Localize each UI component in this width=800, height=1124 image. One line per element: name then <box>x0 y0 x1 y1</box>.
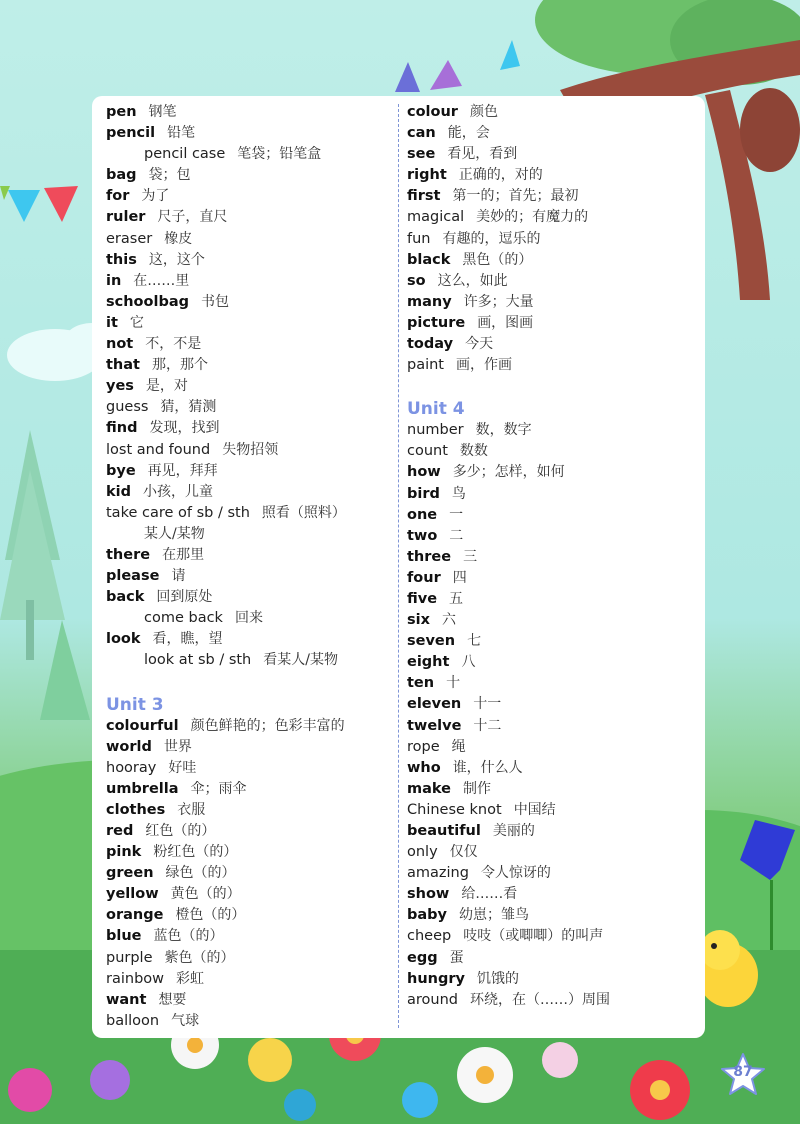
vocab-entry <box>407 144 697 165</box>
chinese-meaning: 四 <box>452 569 467 586</box>
chinese-meaning: 世界 <box>163 738 192 755</box>
chinese-meaning: 二 <box>449 527 464 544</box>
english-word: balloon <box>106 1012 160 1029</box>
vocab-entry <box>407 186 697 207</box>
vocab-entry <box>407 779 697 800</box>
vocab-entry <box>407 948 697 969</box>
vocab-entry <box>106 229 396 250</box>
english-word: baby <box>407 907 447 924</box>
chinese-meaning: 许多；大量 <box>463 293 534 310</box>
english-word: colour <box>407 104 458 120</box>
chinese-meaning: 美丽的 <box>492 823 535 839</box>
vocab-entry <box>407 652 697 673</box>
english-word: can <box>407 125 436 142</box>
english-word: bye <box>106 462 136 479</box>
vocab-entry <box>407 207 697 228</box>
vocab-entry <box>407 292 697 313</box>
english-word: this <box>106 251 137 268</box>
english-word: cheep <box>407 928 452 945</box>
english-word: lost and found <box>106 441 211 458</box>
english-word: look <box>106 631 141 648</box>
vocab-entry <box>106 884 396 905</box>
chinese-meaning: 这，这个 <box>148 251 205 268</box>
vocab-entry <box>106 1011 396 1032</box>
vocab-entry <box>407 969 697 990</box>
english-word: look at sb / sth <box>144 652 252 669</box>
vocab-entry <box>407 631 697 652</box>
vocab-entry <box>407 526 697 547</box>
vocab-entry <box>106 397 396 418</box>
vocab-entry <box>106 587 396 608</box>
vocab-entry <box>407 716 697 737</box>
chinese-meaning: 绳 <box>451 738 466 755</box>
chinese-meaning: 想要 <box>158 991 187 1008</box>
english-word: fun <box>407 230 431 247</box>
english-word: how <box>407 464 441 481</box>
chinese-meaning: 红色（的） <box>145 823 216 839</box>
vocab-entry <box>407 229 697 250</box>
chinese-meaning: 美妙的；有魔力的 <box>476 209 589 226</box>
chinese-meaning: 环绕，在（……）周围 <box>469 991 610 1008</box>
vocab-entry <box>106 990 396 1011</box>
vocab-entry <box>407 505 697 526</box>
english-word: please <box>106 568 160 585</box>
english-word: take care of sb / sth <box>106 504 250 521</box>
english-word: orange <box>106 907 164 924</box>
english-word: pink <box>106 844 142 861</box>
english-word: hooray <box>106 759 157 776</box>
chinese-meaning: 仅仅 <box>449 844 478 861</box>
vocab-entry <box>407 884 697 905</box>
chinese-meaning: 绿色（的） <box>165 865 236 882</box>
vocab-entry <box>106 821 396 842</box>
vocab-entry <box>407 694 697 715</box>
vocab-entry <box>407 800 697 821</box>
english-word: amazing <box>407 865 469 882</box>
english-word: back <box>106 589 145 606</box>
vocab-entry <box>106 503 396 524</box>
english-word: first <box>407 188 441 205</box>
english-word: it <box>106 314 118 331</box>
vocab-entry <box>106 461 396 482</box>
chinese-meaning: 幼崽；雏鸟 <box>459 907 529 924</box>
chinese-meaning: 饥饿的 <box>476 970 519 987</box>
english-word: clothes <box>106 801 166 818</box>
vocab-entry <box>106 737 396 758</box>
vocab-entry <box>106 716 396 737</box>
english-word: that <box>106 357 140 374</box>
chinese-meaning: 颜色 <box>469 104 498 120</box>
chinese-meaning: 五 <box>449 590 464 607</box>
english-word: pencil case <box>144 146 226 163</box>
chinese-meaning: 彩虹 <box>176 970 204 987</box>
vocab-entry <box>106 207 396 228</box>
english-word: schoolbag <box>106 293 189 310</box>
chinese-meaning: 这么，如此 <box>437 272 508 289</box>
english-word: beautiful <box>407 823 481 839</box>
chinese-meaning: 数数 <box>459 443 488 460</box>
vocab-entry <box>407 313 697 334</box>
vocab-entry <box>407 589 697 610</box>
vocab-entry <box>106 566 396 587</box>
vocab-entry <box>407 484 697 505</box>
vocab-entry <box>407 462 697 483</box>
vocab-entry <box>106 650 396 671</box>
chinese-meaning: 黄色（的） <box>170 886 241 903</box>
chinese-meaning: 黑色（的） <box>462 251 533 268</box>
english-word: three <box>407 548 452 565</box>
vocab-entry <box>106 842 396 863</box>
vocab-entry <box>407 547 697 568</box>
chinese-meaning: 三 <box>463 548 478 565</box>
chinese-meaning: 第一的；首先；最初 <box>452 188 579 205</box>
chinese-meaning: 铅笔 <box>167 125 196 142</box>
vocab-entry <box>106 292 396 313</box>
vocab-entry <box>407 821 697 842</box>
vocab-entry <box>106 863 396 884</box>
chinese-meaning: 钢笔 <box>148 104 177 120</box>
english-word: paint <box>407 357 444 374</box>
english-word: in <box>106 272 122 289</box>
chinese-meaning: 十 <box>446 675 461 692</box>
english-word: see <box>407 146 436 163</box>
english-word: find <box>106 420 138 437</box>
vocab-entry <box>106 608 396 629</box>
vocab-entry <box>106 250 396 271</box>
vocab-entry <box>407 905 697 926</box>
english-word: ten <box>407 675 435 692</box>
english-word: eraser <box>106 230 153 247</box>
vocab-entry <box>407 165 697 186</box>
chinese-meaning: 正确的，对的 <box>458 167 543 184</box>
chinese-meaning: 一 <box>449 506 464 523</box>
vocab-entry <box>407 737 697 758</box>
vocab-entry <box>106 545 396 566</box>
vocab-entry <box>106 334 396 355</box>
vocab-entry <box>106 440 396 461</box>
english-word: red <box>106 823 134 839</box>
english-word: for <box>106 188 130 205</box>
english-word: yes <box>106 378 134 395</box>
chinese-meaning: 它 <box>129 314 144 331</box>
english-word: yellow <box>106 886 159 903</box>
english-word: six <box>407 612 430 629</box>
chinese-meaning: 数，数字 <box>475 422 532 439</box>
english-word: come back <box>144 610 223 627</box>
chinese-meaning: 书包 <box>201 293 229 310</box>
vocab-entry <box>106 629 396 650</box>
chinese-meaning: 尺子，直尺 <box>157 209 228 226</box>
vocab-entry <box>407 250 697 271</box>
vocab-entry <box>106 758 396 779</box>
chinese-meaning: 中国结 <box>513 801 556 818</box>
vocab-entry <box>106 102 396 123</box>
chinese-meaning: 十一 <box>473 696 502 713</box>
english-word: two <box>407 527 438 544</box>
english-word: only <box>407 844 438 861</box>
unit-heading: Unit 3 <box>106 694 164 715</box>
vocab-entry <box>106 144 396 165</box>
chinese-meaning: 回到原处 <box>156 589 213 606</box>
chinese-meaning: 谁，什么人 <box>452 759 523 776</box>
chinese-meaning: 制作 <box>462 780 491 797</box>
vocab-entry <box>407 926 697 947</box>
chinese-meaning: 多少；怎样，如何 <box>452 464 565 481</box>
english-word: colourful <box>106 717 179 734</box>
vocab-entry <box>407 441 697 462</box>
chinese-meaning: 气球 <box>171 1012 200 1029</box>
english-word: seven <box>407 633 456 650</box>
english-word: bag <box>106 167 137 184</box>
vocab-entry <box>106 524 396 545</box>
bunting-flag-shape <box>8 190 40 222</box>
english-word: right <box>407 167 447 184</box>
column-divider <box>398 104 399 1028</box>
english-word: black <box>407 251 451 268</box>
page-number-badge <box>720 1052 766 1096</box>
chinese-meaning: 鸟 <box>451 485 466 502</box>
chinese-meaning: 为了 <box>141 188 170 205</box>
vocab-entry <box>407 842 697 863</box>
chinese-meaning: 今天 <box>465 336 494 353</box>
vocab-entry <box>407 990 697 1011</box>
chinese-meaning: 看，瞧，望 <box>152 631 223 648</box>
chinese-meaning: 六 <box>441 612 456 629</box>
vocab-entry <box>106 800 396 821</box>
vocab-entry <box>106 779 396 800</box>
chinese-meaning: 能，会 <box>447 125 490 142</box>
vocab-entry <box>106 905 396 926</box>
vocab-entry <box>106 186 396 207</box>
english-word: kid <box>106 483 131 500</box>
chinese-meaning: 不，不是 <box>145 336 202 353</box>
english-word: picture <box>407 314 466 331</box>
english-word: magical <box>407 209 465 226</box>
vocab-entry <box>106 271 396 292</box>
chinese-meaning: 衣服 <box>177 801 206 818</box>
english-word: many <box>407 293 452 310</box>
chinese-meaning: 某人/某物 <box>144 525 205 542</box>
chinese-meaning: 笔袋；铅笔盒 <box>237 146 322 163</box>
vocab-entry <box>407 758 697 779</box>
vocab-entry <box>407 420 697 441</box>
english-word: ruler <box>106 209 146 226</box>
vocab-entry <box>407 355 697 376</box>
left-column <box>106 102 396 1032</box>
english-word: want <box>106 991 147 1008</box>
english-word: make <box>407 780 451 797</box>
english-word: around <box>407 991 458 1008</box>
chinese-meaning: 蛋 <box>449 949 464 966</box>
chinese-meaning: 粉红色（的） <box>153 844 238 861</box>
english-word: blue <box>106 928 142 945</box>
chinese-meaning: 橙色（的） <box>175 907 246 924</box>
vocab-entry <box>407 102 697 123</box>
english-word: bird <box>407 485 440 502</box>
vocab-entry <box>106 482 396 503</box>
vocab-entry <box>407 123 697 144</box>
english-word: there <box>106 546 151 563</box>
english-word: eleven <box>407 696 462 713</box>
chinese-meaning: 在那里 <box>162 546 205 563</box>
unit-spacer <box>407 376 697 398</box>
chinese-meaning: 八 <box>461 654 476 671</box>
english-word: twelve <box>407 717 462 734</box>
vocab-entry <box>407 610 697 631</box>
english-word: guess <box>106 399 149 416</box>
vocab-entry <box>407 568 697 589</box>
vocab-entry <box>407 334 697 355</box>
english-word: show <box>407 886 450 903</box>
vocab-entry <box>106 969 396 990</box>
chinese-meaning: 再见，拜拜 <box>147 462 218 479</box>
chinese-meaning: 画，作画 <box>456 357 512 374</box>
vocab-entry <box>106 926 396 947</box>
vocab-entry <box>106 418 396 439</box>
vocab-entry <box>106 355 396 376</box>
chinese-meaning: 袋；包 <box>148 167 191 184</box>
chinese-meaning: 紫色（的） <box>164 949 235 966</box>
english-word: pencil <box>106 125 156 142</box>
unit-spacer <box>106 672 396 694</box>
english-word: so <box>407 272 426 289</box>
chinese-meaning: 失物招领 <box>222 441 279 458</box>
vocab-entry <box>407 863 697 884</box>
english-word: not <box>106 336 134 353</box>
english-word: count <box>407 443 448 460</box>
chinese-meaning: 是，对 <box>145 378 188 395</box>
english-word: five <box>407 590 438 607</box>
vocab-entry <box>106 313 396 334</box>
chinese-meaning: 蓝色（的） <box>153 928 224 945</box>
vocab-entry <box>106 948 396 969</box>
english-word: purple <box>106 949 153 966</box>
chinese-meaning: 发现，找到 <box>149 420 220 437</box>
english-word: today <box>407 336 454 353</box>
chinese-meaning: 颜色鲜艳的；色彩丰富的 <box>190 717 345 734</box>
english-word: green <box>106 865 154 882</box>
chinese-meaning: 照看（照料） <box>261 504 346 521</box>
english-word: hungry <box>407 970 465 987</box>
english-word: one <box>407 506 438 523</box>
chinese-meaning: 给……看 <box>461 886 518 903</box>
chinese-meaning: 在……里 <box>133 272 190 289</box>
english-word: eight <box>407 654 450 671</box>
chinese-meaning: 七 <box>467 633 482 650</box>
english-word: egg <box>407 949 438 966</box>
english-word: world <box>106 738 152 755</box>
chinese-meaning: 小孩，儿童 <box>143 483 213 500</box>
vocab-entry <box>407 673 697 694</box>
unit-heading: Unit 4 <box>407 399 465 420</box>
chinese-meaning: 那，那个 <box>151 357 208 374</box>
chinese-meaning: 有趣的，逗乐的 <box>442 230 541 247</box>
chinese-meaning: 令人惊讶的 <box>480 865 551 882</box>
chinese-meaning: 画，图画 <box>477 314 534 331</box>
right-column <box>407 102 697 1011</box>
vocab-entry <box>106 165 396 186</box>
english-word: pen <box>106 104 137 120</box>
vocab-entry <box>106 123 396 144</box>
chinese-meaning: 看某人/某物 <box>263 652 338 669</box>
chinese-meaning: 十二 <box>473 717 502 734</box>
english-word: who <box>407 759 441 776</box>
english-word: Chinese knot <box>407 801 502 818</box>
chinese-meaning: 看见，看到 <box>447 146 518 163</box>
chinese-meaning: 回来 <box>234 610 263 627</box>
english-word: rope <box>407 738 440 755</box>
chinese-meaning: 请 <box>171 568 186 585</box>
english-word: umbrella <box>106 780 179 797</box>
page-number: 87 <box>733 1064 753 1080</box>
vocab-entry <box>106 376 396 397</box>
chinese-meaning: 猜，猜测 <box>160 399 217 416</box>
english-word: four <box>407 569 441 586</box>
chinese-meaning: 好哇 <box>168 759 197 776</box>
chinese-meaning: 伞；雨伞 <box>190 780 247 797</box>
vocab-entry <box>407 271 697 292</box>
chinese-meaning: 吱吱（或唧唧）的叫声 <box>463 928 604 945</box>
english-word: number <box>407 422 464 439</box>
english-word: rainbow <box>106 970 164 987</box>
chinese-meaning: 橡皮 <box>164 230 193 247</box>
